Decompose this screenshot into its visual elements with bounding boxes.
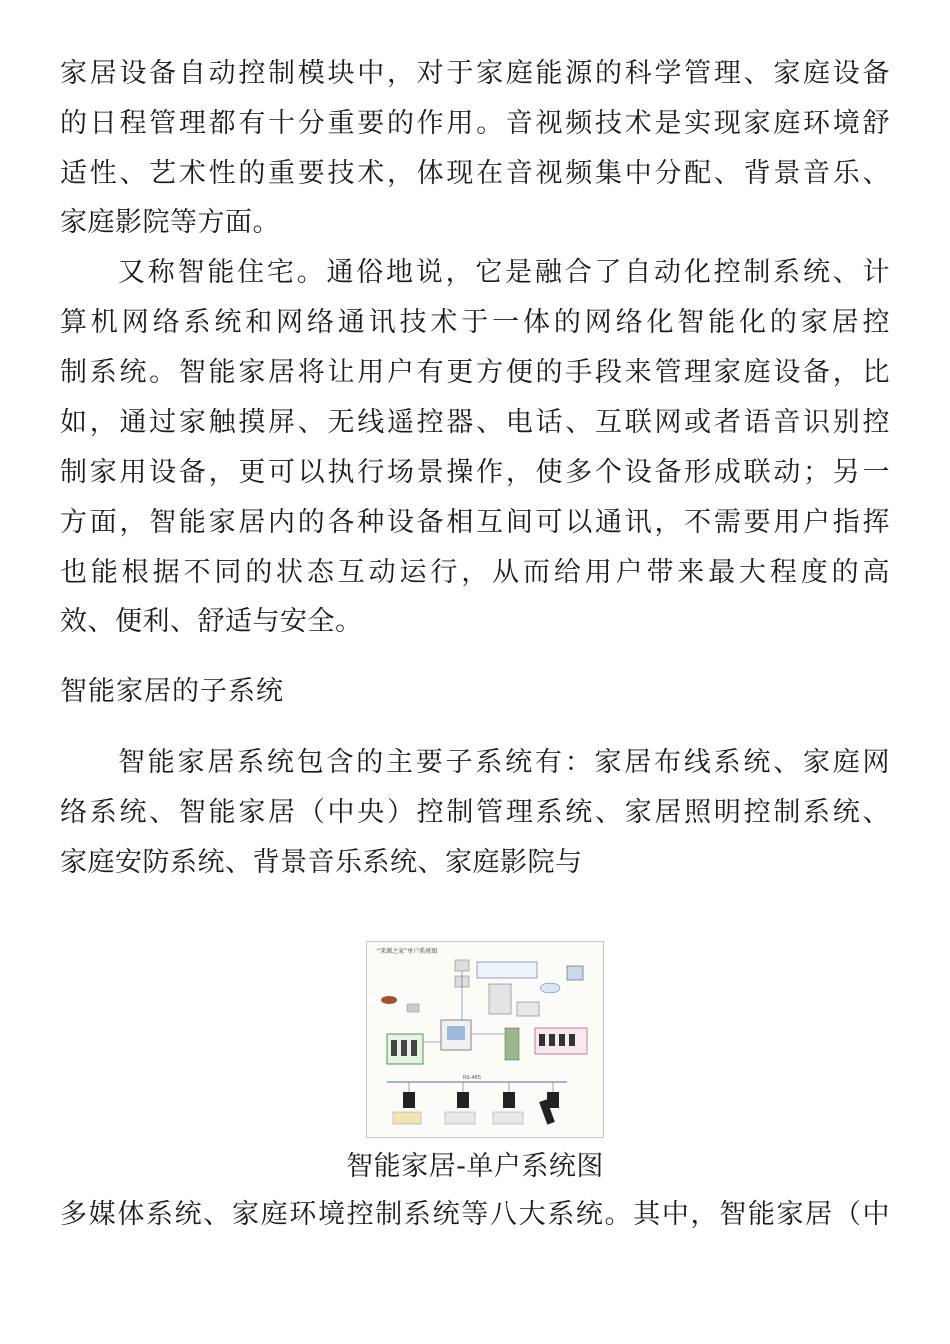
- svg-text:RS-485: RS-485: [463, 1075, 481, 1081]
- paragraph-1-line-1: 家居设备自动控制模块中，对于家庭能源的科学管理、家庭设备: [60, 58, 890, 89]
- paragraph-1-line-3: 适性、艺术性的重要技术，体现在音视频集中分配、背景音乐、: [60, 158, 890, 189]
- paragraph-2-line-3: 制系统。智能家居将让用户有更方便的手段来管理家庭设备，比: [60, 357, 890, 388]
- paragraph-2-line-8: 效、便利、舒适与安全。: [60, 606, 363, 637]
- paragraph-2-line-2: 算机网络系统和网络通讯技术于一体的网络化智能化的家居控: [60, 307, 890, 338]
- system-diagram-image: [367, 942, 603, 1137]
- paragraph-2-line-6: 方面，智能家居内的各种设备相互间可以通讯，不需要用户指挥: [60, 507, 890, 538]
- figure-inner-title: “来源之家”单户系统图: [377, 948, 438, 955]
- paragraph-3-line-1: 智能家居系统包含的主要子系统有：家居布线系统、家庭网: [118, 747, 890, 778]
- paragraph-3-line-2: 络系统、智能家居（中央）控制管理系统、家居照明控制系统、: [60, 797, 890, 828]
- paragraph-2-line-7: 也能根据不同的状态互动运行，从而给用户带来最大程度的高: [60, 557, 890, 588]
- paragraph-2-line-4: 如，通过家触摸屏、无线遥控器、电话、互联网或者语音识别控: [60, 407, 890, 438]
- system-diagram-figure: [366, 941, 604, 1138]
- paragraph-1-line-2: 的日程管理都有十分重要的作用。音视频技术是实现家庭环境舒: [60, 108, 890, 139]
- figure-caption: 智能家居-单户系统图: [346, 1151, 604, 1182]
- paragraph-1-line-4: 家庭影院等方面。: [60, 207, 280, 238]
- paragraph-2-line-1: 又称智能住宅。通俗地说，它是融合了自动化控制系统、计: [118, 257, 890, 288]
- paragraph-2-line-5: 制家用设备，更可以执行场景操作，使多个设备形成联动；另一: [60, 457, 890, 488]
- paragraph-4-line-1: 多媒体系统、家庭环境控制系统等八大系统。其中，智能家居（中: [60, 1199, 890, 1230]
- paragraph-3-line-3: 家庭安防系统、背景音乐系统、家庭影院与: [60, 847, 583, 878]
- section-heading: 智能家居的子系统: [60, 676, 284, 707]
